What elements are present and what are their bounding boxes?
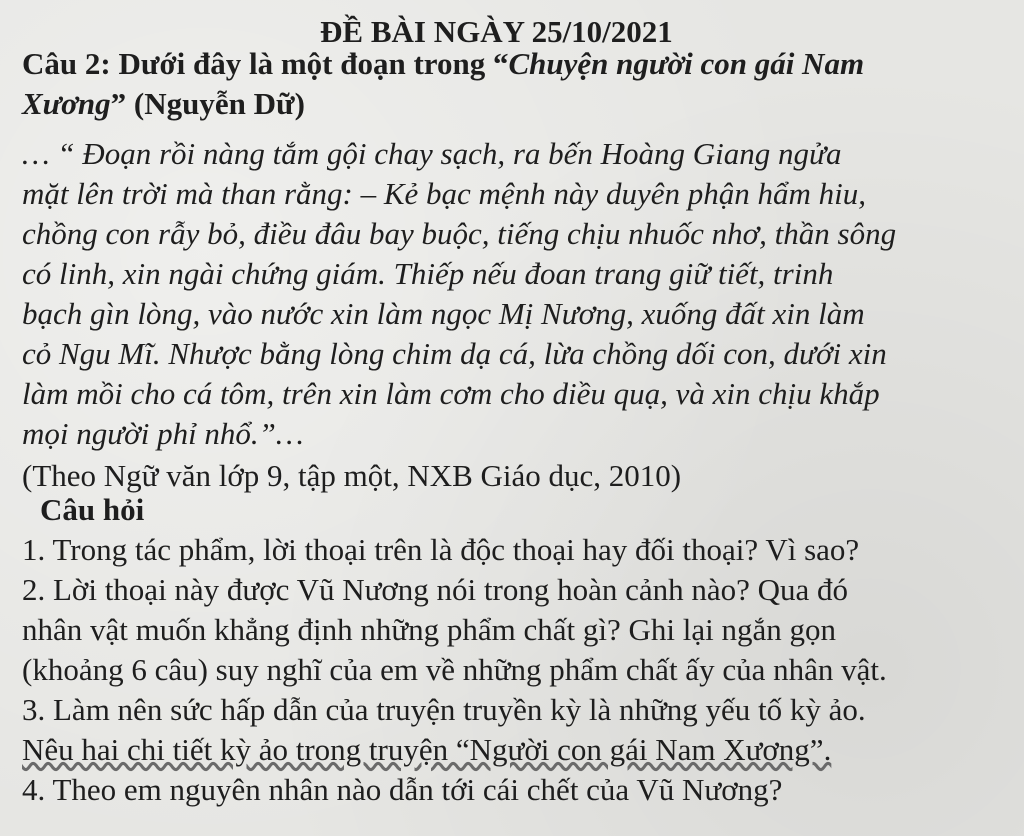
passage-line: chồng con rẫy bỏ, điều đâu bay buộc, tiếng chịu nhuốc nhơ, thần sông xyxy=(22,216,897,251)
question-intro-text: Câu 2: Dưới đây là một đoạn trong “ xyxy=(22,46,509,81)
question-line: Nêu hai chi tiết kỳ ảo trong truyện “Người con gái Nam Xương”. xyxy=(22,732,832,767)
passage-line: có linh, xin ngài chứng giám. Thiếp nếu đoan trang giữ tiết, trinh xyxy=(22,256,834,291)
passage-line: cỏ Ngu Mĩ. Nhược bằng lòng chim dạ cá, lừa chồng dối con, dưới xin xyxy=(22,336,887,371)
author-text: ” (Nguyễn Dữ) xyxy=(110,86,305,121)
question-line: 3. Làm nên sức hấp dẫn của truyện truyền kỳ là những yếu tố kỳ ảo. xyxy=(22,692,866,727)
question-intro-line-2 xyxy=(22,84,305,124)
question-line: 1. Trong tác phẩm, lời thoại trên là độc thoại hay đối thoại? Vì sao? xyxy=(22,532,860,567)
passage-line: làm mồi cho cá tôm, trên xin làm cơm cho diều quạ, và xin chịu khắp xyxy=(22,376,880,411)
passage-line: … “ Đoạn rồi nàng tắm gội chay sạch, ra bến Hoàng Giang ngửa xyxy=(22,136,842,171)
passage-line: mọi người phỉ nhổ.”… xyxy=(22,416,304,451)
questions-heading: Câu hỏi xyxy=(40,492,145,527)
question-line: 4. Theo em nguyên nhân nào dẫn tới cái chết của Vũ Nương? xyxy=(22,772,783,807)
passage-line: mặt lên trời mà than rằng: – Kẻ bạc mệnh này duyên phận hẩm hiu, xyxy=(22,176,866,211)
work-title-part-1: Chuyện người con gái Nam xyxy=(508,46,865,81)
question-line: (khoảng 6 câu) suy nghĩ của em về những phẩm chất ấy của nhân vật. xyxy=(22,652,887,687)
source-citation: (Theo Ngữ văn lớp 9, tập một, NXB Giáo dục, 2010) xyxy=(22,458,682,493)
question-intro-line-1 xyxy=(22,44,864,84)
work-title-part-2: Xương xyxy=(22,86,111,121)
passage-line: bạch gìn lòng, vào nước xin làm ngọc Mị Nương, xuống đất xin làm xyxy=(22,296,865,331)
page-title: ĐỀ BÀI NGÀY 25/10/2021 xyxy=(320,14,673,49)
question-line: nhân vật muốn khẳng định những phẩm chất gì? Ghi lại ngắn gọn xyxy=(22,612,837,647)
question-line: 2. Lời thoại này được Vũ Nương nói trong hoàn cảnh nào? Qua đó xyxy=(22,572,849,607)
